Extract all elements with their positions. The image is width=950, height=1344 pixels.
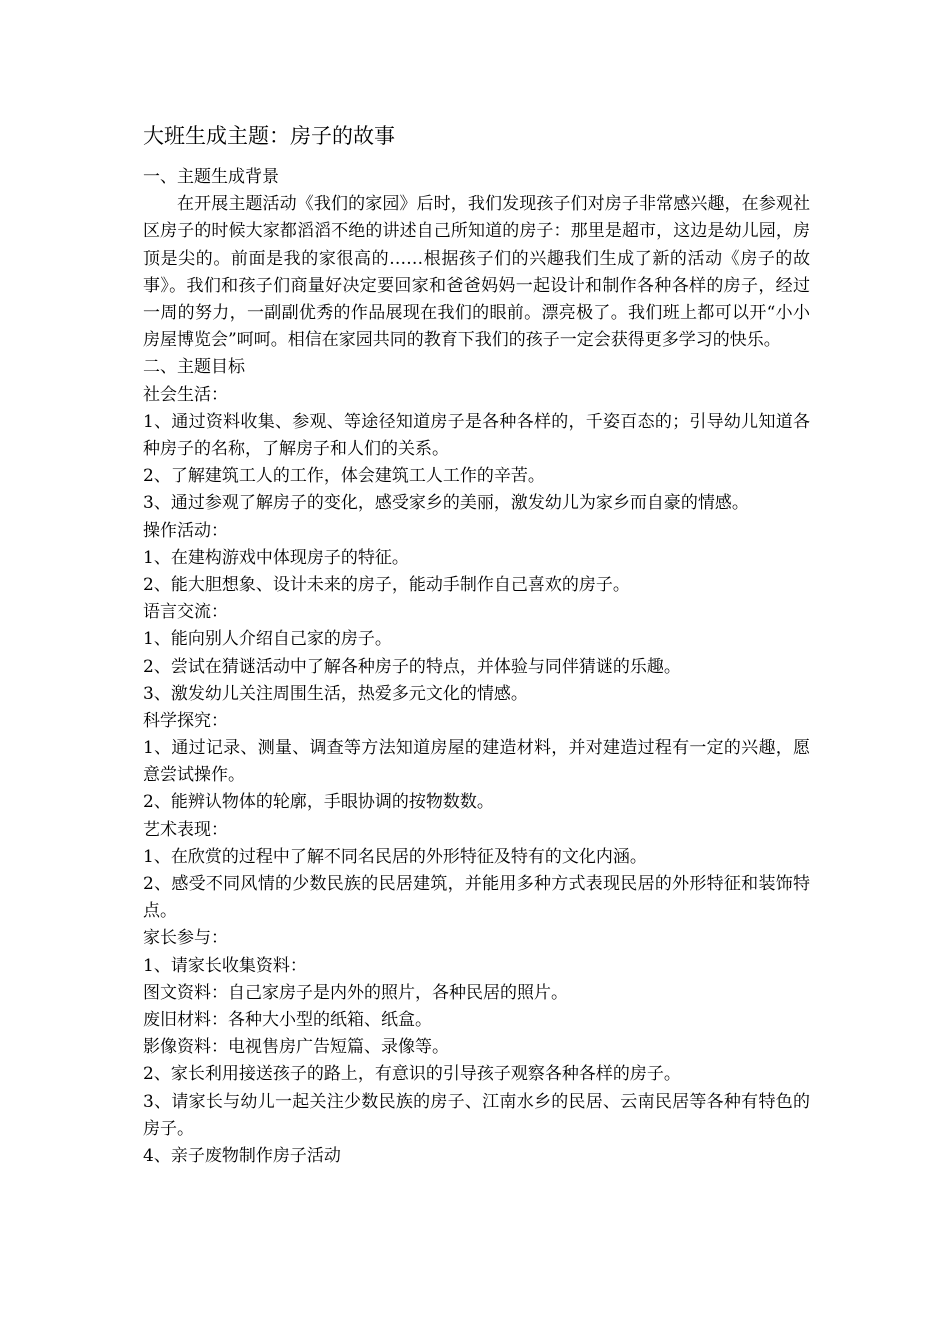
list-item: 4、亲子废物制作房子活动 <box>143 1145 341 1166</box>
list-item: 影像资料：电视售房广告短篇、录像等。 <box>143 1037 449 1058</box>
section-heading-goals: 二、主题目标 <box>143 357 245 378</box>
list-item: 1、通过资料收集、参观、等途径知道房子是各种各样的，千姿百态的；引导幼儿知道各种房子的名称，了解房子和人们的关系。 <box>143 411 810 459</box>
subheading-art: 艺术表现： <box>143 819 228 840</box>
subheading-parents: 家长参与： <box>143 928 228 949</box>
list-item: 3、激发幼儿关注周围生活，热爱多元文化的情感。 <box>143 683 528 704</box>
list-item: 废旧材料：各种大小型的纸箱、纸盒。 <box>143 1010 432 1030</box>
list-item: 1、在建构游戏中体现房子的特征。 <box>143 547 409 568</box>
list-item: 2、家长利用接送孩子的路上，有意识的引导孩子观察各种各样的房子。 <box>143 1064 681 1085</box>
list-item: 1、在欣赏的过程中了解不同名民居的外形特征及特有的文化内涵。 <box>143 846 647 867</box>
list-item: 2、尝试在猜谜活动中了解各种房子的特点，并体验与同伴猜谜的乐趣。 <box>143 656 681 677</box>
list-item: 图文资料：自己家房子是内外的照片，各种民居的照片。 <box>143 982 568 1003</box>
document-body <box>143 164 810 1170</box>
subheading-social: 社会生活： <box>143 384 228 405</box>
subheading-language: 语言交流： <box>143 602 228 623</box>
subheading-operation: 操作活动： <box>143 520 228 541</box>
document-title: 大班生成主题：房子的故事 <box>143 124 395 148</box>
subheading-science: 科学探究： <box>143 710 228 731</box>
background-paragraph: 在开展主题活动《我们的家园》后时，我们发现孩子们对房子非常感兴趣，在参观社区房子的时候大家都滔滔不绝的讲述自己所知道的房子：那里是超市，这边是幼儿园，房顶是尖的。前面是我的家很高的……根据孩子们的兴趣我们生成了新的活动《房子的故事》。我们和孩子们商量好决定要回家和爸爸妈妈一起设计和制作各种各样的房子，经过一周的努力，一副副优秀的作品展现在我们的眼前。漂亮极了。我们班上都可以开“小小房屋博览会”呵呵。相信在家园共同的教育下我们的孩子一定会获得更多学习的快乐。 <box>143 194 810 351</box>
list-item: 3、通过参观了解房子的变化，感受家乡的美丽，激发幼儿为家乡而自豪的情感。 <box>143 493 749 514</box>
list-item: 2、能辨认物体的轮廓，手眼协调的按物数数。 <box>143 792 494 813</box>
list-item: 3、请家长与幼儿一起关注少数民族的房子、江南水乡的民居、云南民居等各种有特色的房子。 <box>143 1091 810 1139</box>
list-item: 1、请家长收集资料： <box>143 955 307 976</box>
list-item: 2、了解建筑工人的工作，体会建筑工人工作的辛苦。 <box>143 466 545 487</box>
list-item: 2、能大胆想象、设计未来的房子，能动手制作自己喜欢的房子。 <box>143 574 630 595</box>
list-item: 1、通过记录、测量、调查等方法知道房屋的建造材料，并对建造过程有一定的兴趣，愿意尝试操作。 <box>143 738 810 786</box>
list-item: 2、感受不同风情的少数民族的民居建筑，并能用多种方式表现民居的外形特征和装饰特点。 <box>143 874 810 922</box>
list-item: 1、能向别人介绍自己家的房子。 <box>143 629 392 650</box>
section-heading-background: 一、主题生成背景 <box>143 167 279 187</box>
